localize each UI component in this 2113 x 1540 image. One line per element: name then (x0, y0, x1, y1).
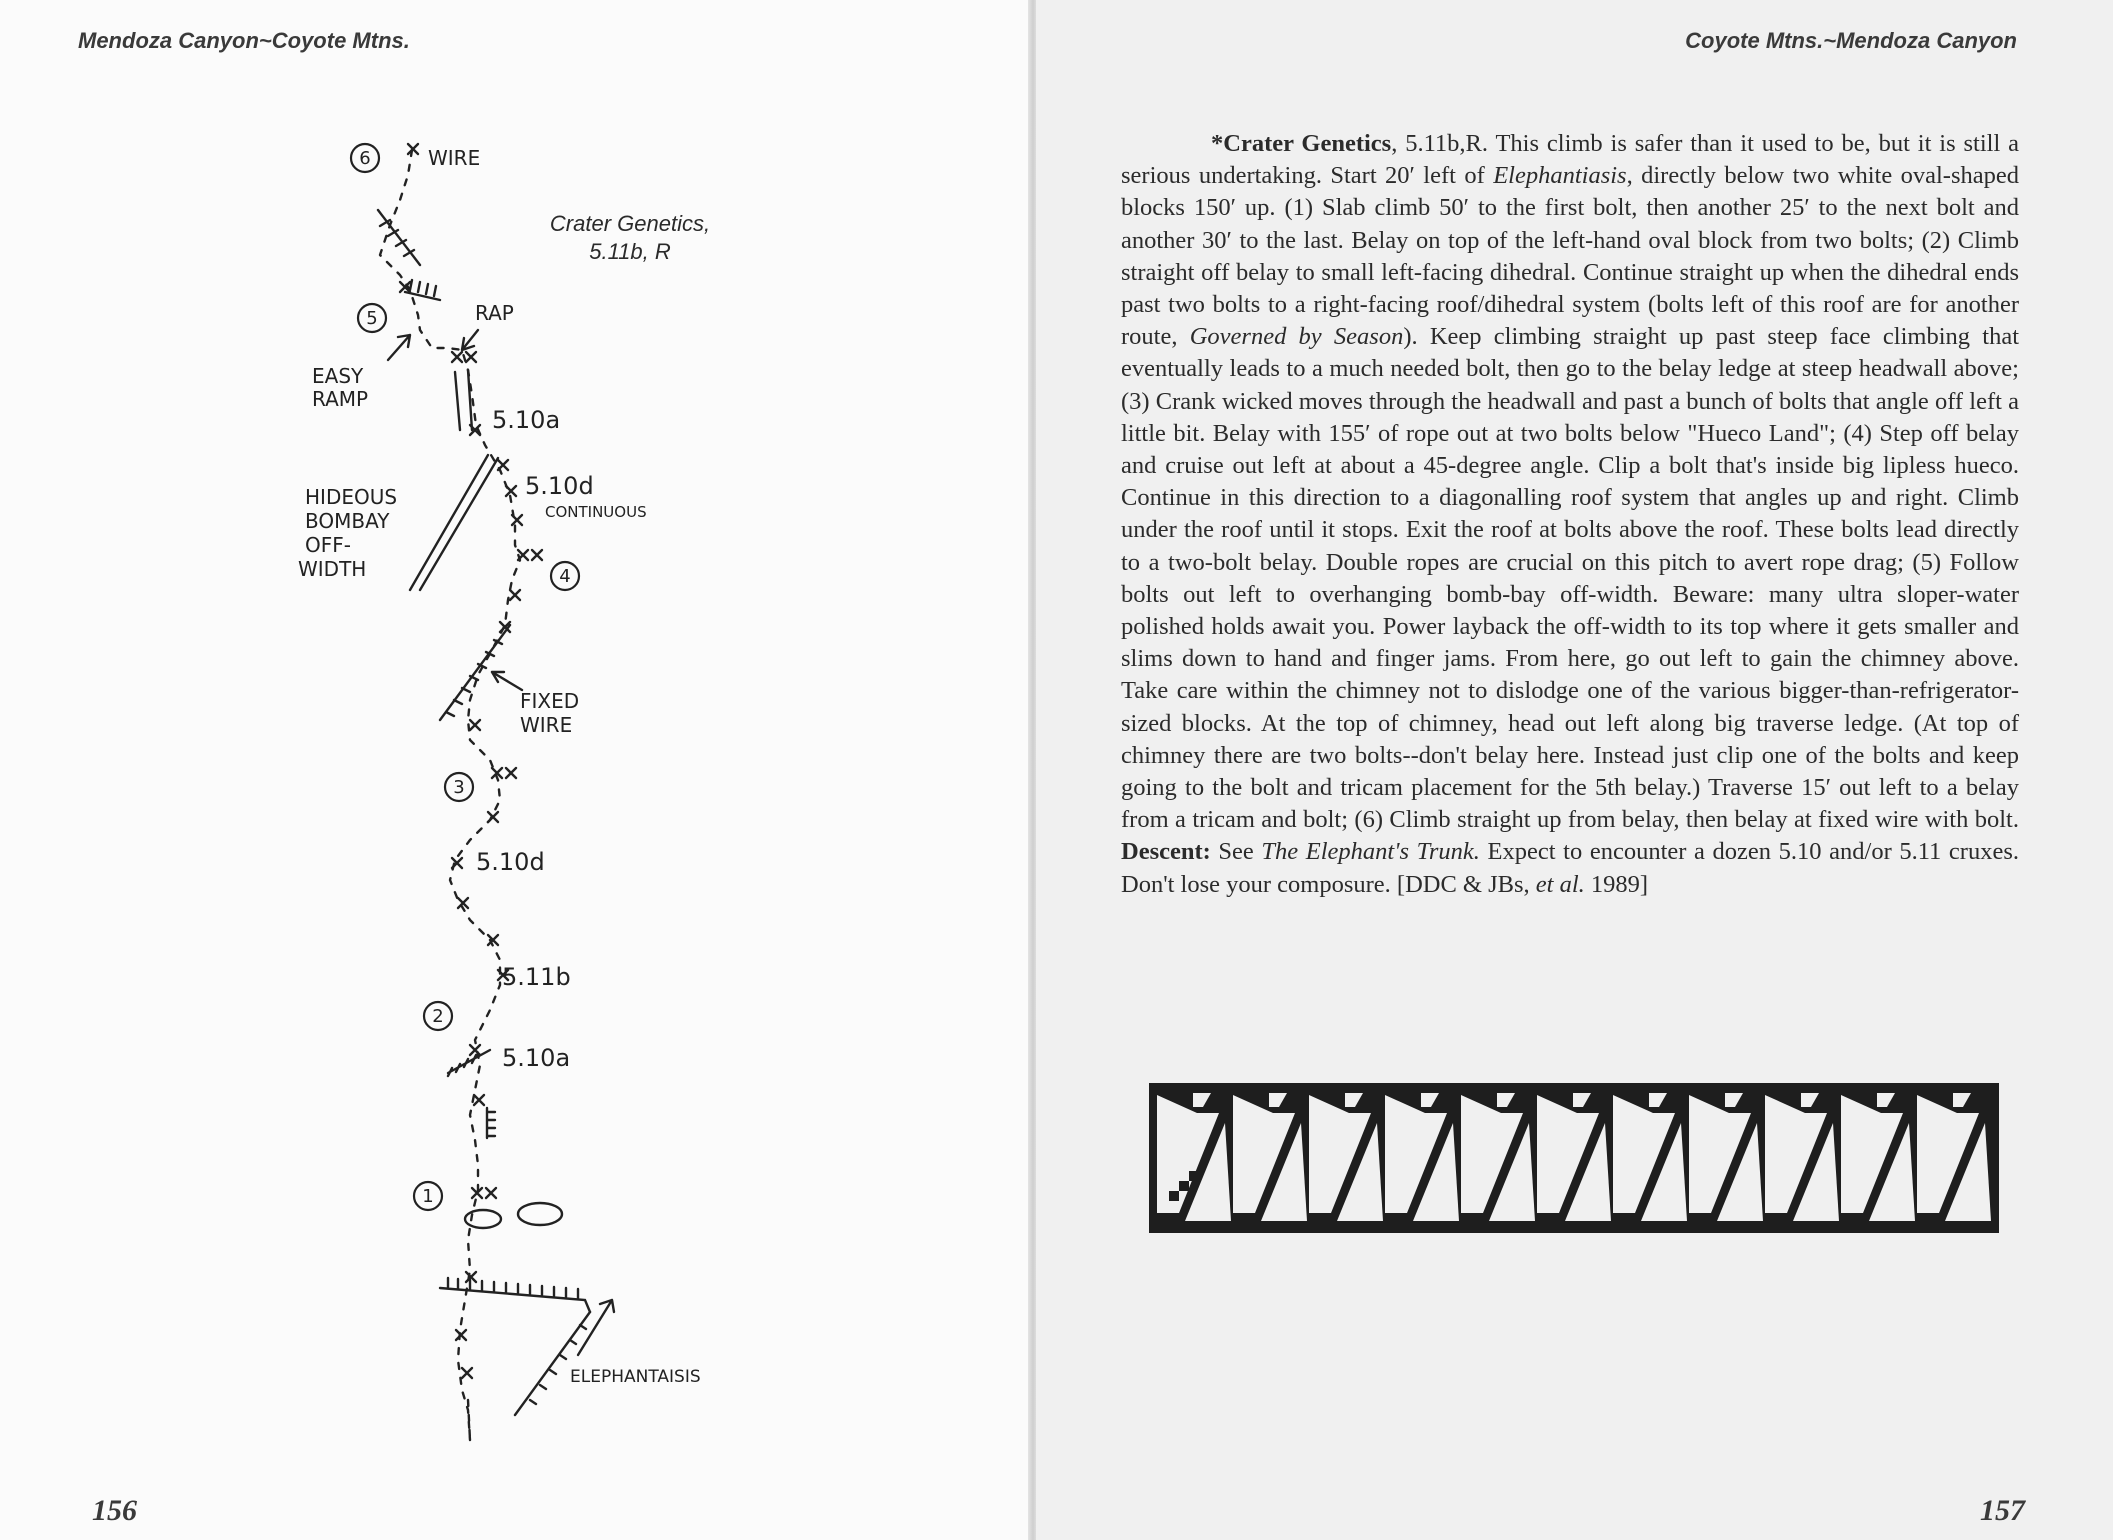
left-page (0, 0, 1030, 1540)
roof-5 (405, 280, 440, 300)
route-line-extension (468, 1400, 470, 1440)
elephantaisis-roof (440, 1278, 590, 1312)
dihedral-top (378, 210, 420, 265)
left-page-number: 156 (92, 1494, 137, 1527)
belay-1-number: 1 (422, 1186, 434, 1207)
belay-2-number: 2 (432, 1006, 444, 1027)
belay-6-number: 6 (359, 148, 371, 169)
route-text-6: 1989] (1584, 870, 1649, 898)
label-width: WIDTH (298, 557, 367, 581)
label-grade-510d-top: 5.10d (525, 472, 594, 500)
right-running-head: Coyote Mtns.~Mendoza Canyon (1685, 28, 2017, 53)
route-text-5: Expect to encounter a dozen 5.10 and/or 5.11 cruxes. Don't lose your composure. [DDC & JBs, (1121, 838, 2019, 898)
route-italic-2: Governed by Season (1189, 323, 1404, 351)
label-fixed-wire: WIRE (520, 713, 573, 737)
label-bombay: BOMBAY (305, 509, 390, 533)
topo-caption-grade: 5.11b, R (589, 239, 671, 264)
left-running-head: Mendoza Canyon~Coyote Mtns. (78, 28, 410, 53)
label-off: OFF- (305, 533, 351, 557)
right-page (1036, 0, 2113, 1540)
right-page-number: 157 (1980, 1494, 2025, 1527)
label-ramp: RAMP (312, 387, 369, 411)
belay-3-number: 3 (453, 777, 465, 798)
label-grade-510a-top: 5.10a (492, 406, 561, 434)
label-rap: RAP (475, 301, 514, 325)
route-topo-diagram (0, 0, 1030, 1540)
route-text-3: ). Keep climbing straight up past steep face climbing that eventually leads to a much needed bolt, then go to the belay ledge at steep headwall above; (3) Crank wicked moves through the headwall and past a bunch of bolts that angle off left a little bit. Belay with 155′ of rope out at two bolts below "Hueco Land"; (4) Step off belay and cruise out left at about a 45-degree angle. Clip a bolt that's inside big lipless hueco. Continue in this direction to a diagonalling roof system that angles up and right. Climb under the roof until it stops. Exit the roof at bolts above the roof. These bolts lead directly to a two-bolt belay. Double ropes are crucial on this pitch to avert rope drag; (5) Follow bolts out left to overhanging bomb-bay off-width. Beware: many ultra sloper-water polished holds await you. Power layback the off-width to its top where it gets smaller and slims down to hand and finger jams. From here, go out left to gain the chimney above. Take care within the chimney not to dislodge one of the various bigger-than-refrigerator-sized blocks. At the top of chimney, head out left along big traverse ledge. (At top of chimney there are two bolts--don't belay here. Instead just clip one of the bolts and keep going to the bolt and tricam placement for the 5th belay.) Traverse 15′ out left to a belay from a tricam and bolt; (6) Climb straight up from belay, then belay at fixed wire with bolt. (1121, 323, 2020, 834)
route-name: *Crater Genetics (1211, 130, 1392, 157)
route-description (1121, 128, 2019, 901)
elephantaisis-dihedral (515, 1312, 590, 1415)
route-text-4: See (1210, 838, 1262, 866)
label-continuous: CONTINUOUS (545, 503, 647, 521)
route-italic-1: Elephantiasis (1493, 162, 1627, 190)
belay-4-number: 4 (559, 566, 571, 587)
route-text-2: , directly below two white oval-shaped blocks 150′ up. (1) Slab climb 50′ to the first bolt, then another 25′ to the next bolt and another 30′ to the last. Belay on top of the left-hand oval block from two bolts; (2) Climb straight off belay to small left-facing dihedral. Continue straight up when the dihedral ends past two bolts to a right-facing roof/dihedral system (bolts left of this roof are for another route, (1121, 162, 2019, 351)
rap-arrow (462, 330, 478, 350)
rap-chimney (455, 370, 472, 430)
offwidth-crack (410, 455, 498, 590)
route-text-1: , 5.11b,R. This climb is safer than it used to be, but it is still a serious undertaking. Start 20′ left of (1121, 130, 2019, 190)
label-wire: WIRE (428, 146, 481, 170)
fixed-wire-arrow (492, 672, 522, 690)
label-grade-510a-low: 5.10a (502, 1044, 571, 1072)
label-easy: EASY (312, 364, 364, 388)
label-hideous: HIDEOUS (305, 485, 398, 509)
descent-label: Descent: (1121, 838, 1211, 866)
easy-ramp-arrow (388, 335, 410, 360)
belay-5-number: 5 (366, 308, 378, 329)
roof-2 (448, 1050, 490, 1076)
label-elephantaisis: ELEPHANTAISIS (570, 1367, 701, 1387)
route-italic-4: et al. (1535, 870, 1585, 898)
label-fixed: FIXED (520, 689, 580, 713)
label-grade-510d-mid: 5.10d (476, 848, 545, 876)
topo-caption (520, 210, 740, 266)
oval-block-right (518, 1203, 562, 1225)
route-italic-3: The Elephant's Trunk. (1261, 838, 1480, 866)
label-grade-511b: 5.11b (502, 963, 571, 991)
topo-caption-route: Crater Genetics, (549, 211, 711, 236)
dihedral-2 (487, 1108, 495, 1138)
decorative-border-band (1149, 1083, 1999, 1233)
